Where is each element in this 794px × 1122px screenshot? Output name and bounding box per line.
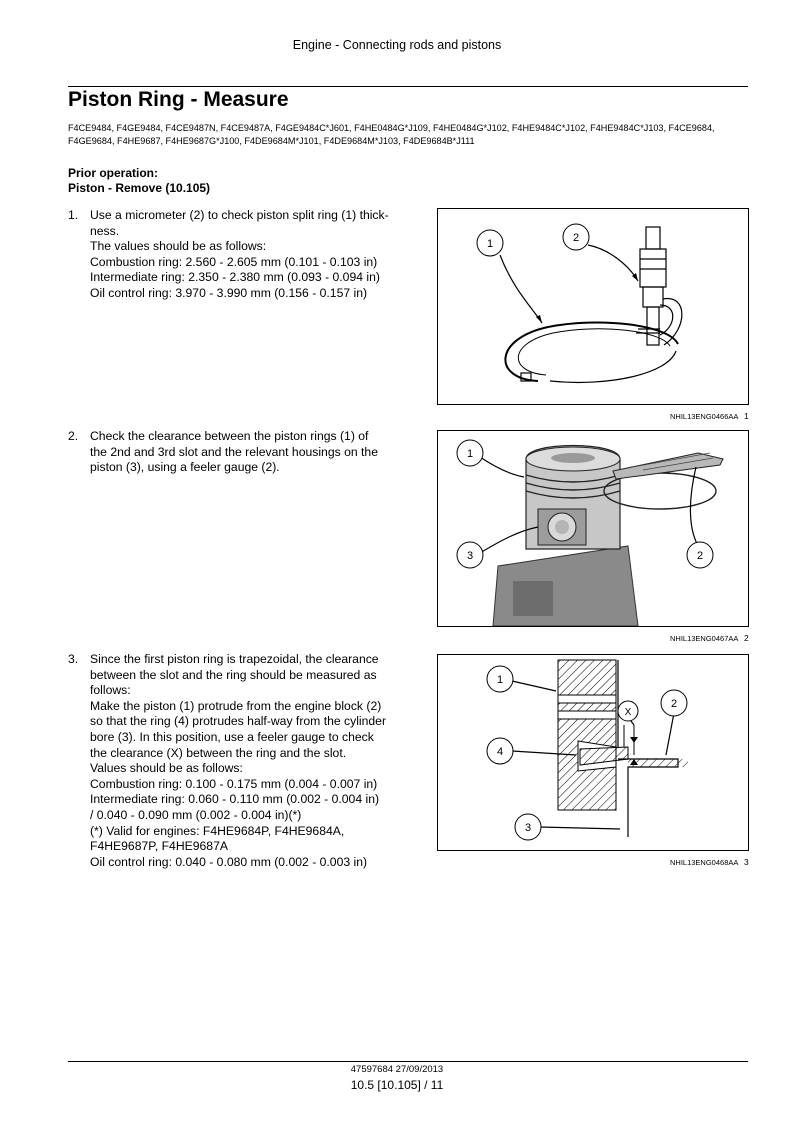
callout-2: 2	[572, 232, 580, 244]
figure-3-ring-clearance	[437, 654, 749, 851]
callout-3: 3	[524, 822, 532, 834]
step-line: bore (3). In this position, use a feeler gauge to check	[90, 729, 374, 744]
step-line: between the slot and the ring should be measured as	[90, 667, 377, 682]
callout-2: 2	[696, 550, 704, 562]
step-number: 1.	[68, 208, 79, 222]
callout-1: 1	[496, 674, 504, 686]
callout-2: 2	[670, 698, 678, 710]
prior-operation-link[interactable]: Piston - Remove (10.105)	[68, 181, 211, 195]
step-body	[90, 429, 410, 476]
step-line: Intermediate ring: 2.350 - 2.380 mm (0.093 - 0.094 in)	[90, 270, 380, 285]
step-body	[90, 652, 410, 870]
step-line: Use a micrometer (2) to check piston split ring (1) thick-	[90, 208, 389, 222]
step-body	[90, 208, 410, 302]
applicable-models: F4CE9484, F4GE9484, F4CE9487N, F4CE9487A, F4GE9484C*J601, F4HE0484G*J109, F4HE0484G*J102, F4HE9484C*J102, F4HE9484C*J103, F4CE9684, F4GE9684, F4HE9687, F4HE9687G*J100, F4DE9684M*J101, F4DE9684M*J103, F4DE9684B*J111	[68, 123, 715, 146]
step-line: follows:	[90, 683, 131, 698]
figure-1-caption: NHIL13ENG0466AA	[670, 412, 739, 421]
step-line: Oil control ring: 0.040 - 0.080 mm (0.002 - 0.003 in)	[90, 854, 368, 869]
figure-2-number: 2	[744, 633, 749, 643]
figure-3-caption: NHIL13ENG0468AA	[670, 858, 739, 867]
step-line: Combustion ring: 0.100 - 0.175 mm (0.004 - 0.007 in)	[90, 776, 378, 791]
step-line: Values should be as follows:	[90, 761, 243, 776]
micrometer-illustration	[438, 209, 748, 404]
running-header: Engine - Connecting rods and pistons	[292, 38, 502, 52]
callout-3: 3	[466, 550, 474, 562]
prior-operation-label: Prior operation:	[68, 166, 159, 180]
step-line: Since the first piston ring is trapezoidal, the clearance	[90, 652, 379, 666]
step-line: piston (3), using a feeler gauge (2).	[90, 460, 280, 475]
step-line: Make the piston (1) protrude from the engine block (2)	[90, 698, 382, 713]
step-line: Intermediate ring: 0.060 - 0.110 mm (0.002 - 0.004 in)	[90, 792, 380, 807]
step-line: / 0.040 - 0.090 mm (0.002 - 0.004 in)(*)	[90, 807, 302, 822]
step-line: the clearance (X) between the ring and the slot.	[90, 745, 347, 760]
header-rule	[68, 86, 748, 87]
step-number: 2.	[68, 429, 79, 443]
figure-3-number: 3	[744, 857, 749, 867]
ring-clearance-section-illustration	[438, 655, 748, 850]
page-title: Piston Ring - Measure	[68, 88, 289, 111]
callout-1: 1	[486, 238, 494, 250]
callout-4: 4	[496, 746, 504, 758]
figure-2-feeler-gauge	[437, 430, 749, 627]
callout-x: X	[624, 707, 632, 718]
step-line: Combustion ring: 2.560 - 2.605 mm (0.101 - 0.103 in)	[90, 254, 378, 269]
footer-document-id: 47597684 27/09/2013	[350, 1064, 444, 1075]
step-line: Check the clearance between the piston rings (1) of	[90, 429, 369, 443]
figure-1-micrometer	[437, 208, 749, 405]
step-line: F4HE9687P, F4HE9687A	[90, 839, 228, 854]
callout-1: 1	[466, 448, 474, 460]
step-number: 3.	[68, 652, 79, 666]
figure-1-number: 1	[744, 411, 749, 421]
footer-rule	[68, 1061, 748, 1062]
step-line: ness.	[90, 223, 120, 238]
step-line: so that the ring (4) protrudes half-way from the cylinder	[90, 714, 387, 729]
step-line: (*) Valid for engines: F4HE9684P, F4HE9684A,	[90, 823, 345, 838]
step-line: The values should be as follows:	[90, 239, 267, 254]
footer-page-number: 10.5 [10.105] / 11	[350, 1078, 444, 1092]
step-line: Oil control ring: 3.970 - 3.990 mm (0.156 - 0.157 in)	[90, 285, 368, 300]
figure-2-caption: NHIL13ENG0467AA	[670, 634, 739, 643]
piston-feeler-gauge-illustration	[438, 431, 748, 626]
prior-operation	[68, 166, 210, 196]
step-line: the 2nd and 3rd slot and the relevant housings on the	[90, 444, 378, 459]
